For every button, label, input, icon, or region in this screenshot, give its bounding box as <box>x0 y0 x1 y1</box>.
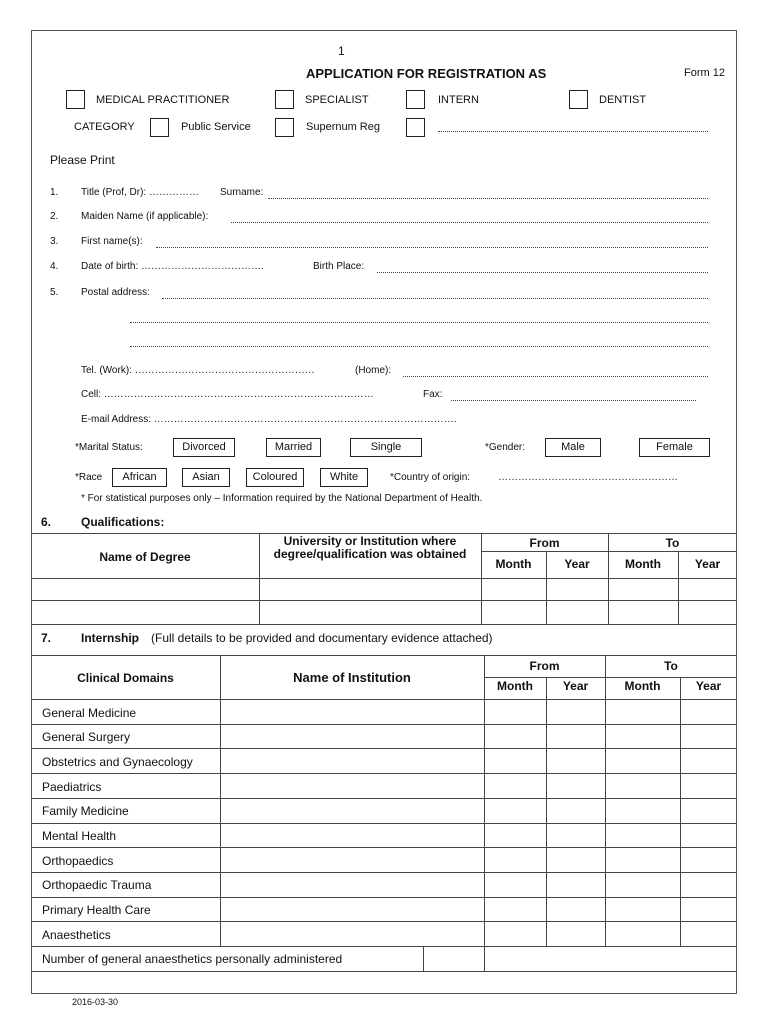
fax-label: Fax: <box>423 389 443 400</box>
married-option[interactable]: Married <box>266 438 321 457</box>
internship-subtitle: (Full details to be provided and documentary evidence attached) <box>151 631 493 645</box>
degree-column-header: Name of Degree <box>99 550 191 564</box>
supernum-reg-checkbox[interactable] <box>275 118 294 137</box>
domain-mental-health: Mental Health <box>42 829 117 843</box>
page-number: 1 <box>338 44 345 58</box>
intern-to-header: To <box>664 659 678 673</box>
footer-date: 2016-03-30 <box>72 997 119 1007</box>
domain-family-medicine: Family Medicine <box>42 804 129 818</box>
section-7-number: 7. <box>41 631 52 645</box>
tel-work-label: Tel. (Work): ……………………………………………… <box>81 365 315 376</box>
medical-practitioner-checkbox[interactable] <box>66 90 85 109</box>
surname-field[interactable] <box>268 198 708 199</box>
other-category-line[interactable] <box>438 131 708 132</box>
field-5-number: 5. <box>50 287 59 298</box>
birth-place-label: Birth Place: <box>313 261 365 272</box>
qual-from-month-header: Month <box>495 557 532 571</box>
postal-address-line-1[interactable] <box>162 298 708 299</box>
specialist-checkbox[interactable] <box>275 90 294 109</box>
birth-place-field[interactable] <box>377 272 708 273</box>
maiden-name-field[interactable] <box>231 222 708 223</box>
clinical-domains-header: Clinical Domains <box>77 671 174 685</box>
surname-label: Surname: <box>220 187 264 198</box>
postal-address-label: Postal address: <box>81 287 150 298</box>
tel-home-field[interactable] <box>403 376 708 377</box>
single-option[interactable]: Single <box>350 438 422 457</box>
domain-obstetrics-gynaecology: Obstetrics and Gynaecology <box>42 755 193 769</box>
name-of-institution-header: Name of Institution <box>293 670 411 685</box>
public-service-label: Public Service <box>181 121 251 133</box>
statistical-note: * For statistical purposes only – Information required by the National Department of Health. <box>81 493 483 504</box>
qual-to-year-header: Year <box>694 557 721 571</box>
title-label: Title (Prof, Dr): …………… <box>81 187 199 198</box>
email-label: E-mail Address: ………………………………………………………………………………. <box>81 414 457 425</box>
field-2-number: 2. <box>50 211 59 222</box>
female-option[interactable]: Female <box>639 438 710 457</box>
domain-general-surgery: General Surgery <box>42 730 131 744</box>
other-category-checkbox[interactable] <box>406 118 425 137</box>
form-title: APPLICATION FOR REGISTRATION AS <box>306 66 547 81</box>
category-label: CATEGORY <box>74 121 135 133</box>
date-of-birth-label: Date of birth: ………………………………. <box>81 261 264 272</box>
postal-address-line-3[interactable] <box>130 346 708 347</box>
fax-field[interactable] <box>451 400 696 401</box>
internship-heading: Internship <box>81 631 140 645</box>
divorced-option[interactable]: Divorced <box>173 438 235 457</box>
qual-from-year-header: Year <box>564 557 590 571</box>
male-option[interactable]: Male <box>545 438 601 457</box>
intern-checkbox[interactable] <box>406 90 425 109</box>
intern-to-year-header: Year <box>695 679 722 693</box>
race-label: *Race <box>75 472 103 483</box>
domain-anaesthetics: Anaesthetics <box>42 928 111 942</box>
please-print-note: Please Print <box>50 153 115 167</box>
domain-paediatrics: Paediatrics <box>42 780 102 794</box>
postal-address-line-2[interactable] <box>130 322 708 323</box>
country-of-origin-label: *Country of origin: <box>390 472 471 483</box>
african-option[interactable]: African <box>112 468 167 487</box>
form-number: Form 12 <box>684 67 725 79</box>
public-service-checkbox[interactable] <box>150 118 169 137</box>
domain-general-medicine: General Medicine <box>42 706 137 720</box>
domain-orthopaedics: Orthopaedics <box>42 854 114 868</box>
institution-column-header: University or Institution where degree/qualification was obtained <box>273 534 467 561</box>
white-option[interactable]: White <box>320 468 368 487</box>
medical-practitioner-label: MEDICAL PRACTITIONER <box>96 94 230 106</box>
specialist-label: SPECIALIST <box>305 94 369 106</box>
qual-to-month-header: Month <box>625 557 661 571</box>
field-4-number: 4. <box>50 261 59 272</box>
coloured-option[interactable]: Coloured <box>246 468 304 487</box>
cell-label: Cell: ……………………………………………………………………… <box>81 389 374 400</box>
asian-option[interactable]: Asian <box>182 468 230 487</box>
country-of-origin-field[interactable]: ……………………………………………… <box>498 472 678 483</box>
intern-from-header: From <box>529 659 560 673</box>
form-page <box>31 30 737 994</box>
intern-label: INTERN <box>438 94 479 106</box>
intern-to-month-header: Month <box>624 679 661 693</box>
gender-label: *Gender: <box>485 442 526 453</box>
first-names-field[interactable] <box>156 247 708 248</box>
supernum-reg-label: Supernum Reg <box>306 121 380 133</box>
intern-from-month-header: Month <box>497 679 533 693</box>
qualifications-heading: Qualifications: <box>81 515 165 529</box>
marital-status-label: *Marital Status: <box>75 442 143 453</box>
anaesthetics-count-label: Number of general anaesthetics personally administered <box>42 952 343 966</box>
qual-to-header: To <box>665 536 680 550</box>
maiden-name-label: Maiden Name (if applicable): <box>81 211 209 222</box>
field-1-number: 1. <box>50 187 59 198</box>
intern-from-year-header: Year <box>562 679 589 693</box>
domain-primary-health-care: Primary Health Care <box>42 903 151 917</box>
first-names-label: First name(s): <box>81 236 143 247</box>
qual-from-header: From <box>529 536 560 550</box>
tel-home-label: (Home): <box>355 365 392 376</box>
section-6-number: 6. <box>41 515 52 529</box>
dentist-label: DENTIST <box>599 94 647 106</box>
domain-orthopaedic-trauma: Orthopaedic Trauma <box>42 878 152 892</box>
field-3-number: 3. <box>50 236 59 247</box>
dentist-checkbox[interactable] <box>569 90 588 109</box>
